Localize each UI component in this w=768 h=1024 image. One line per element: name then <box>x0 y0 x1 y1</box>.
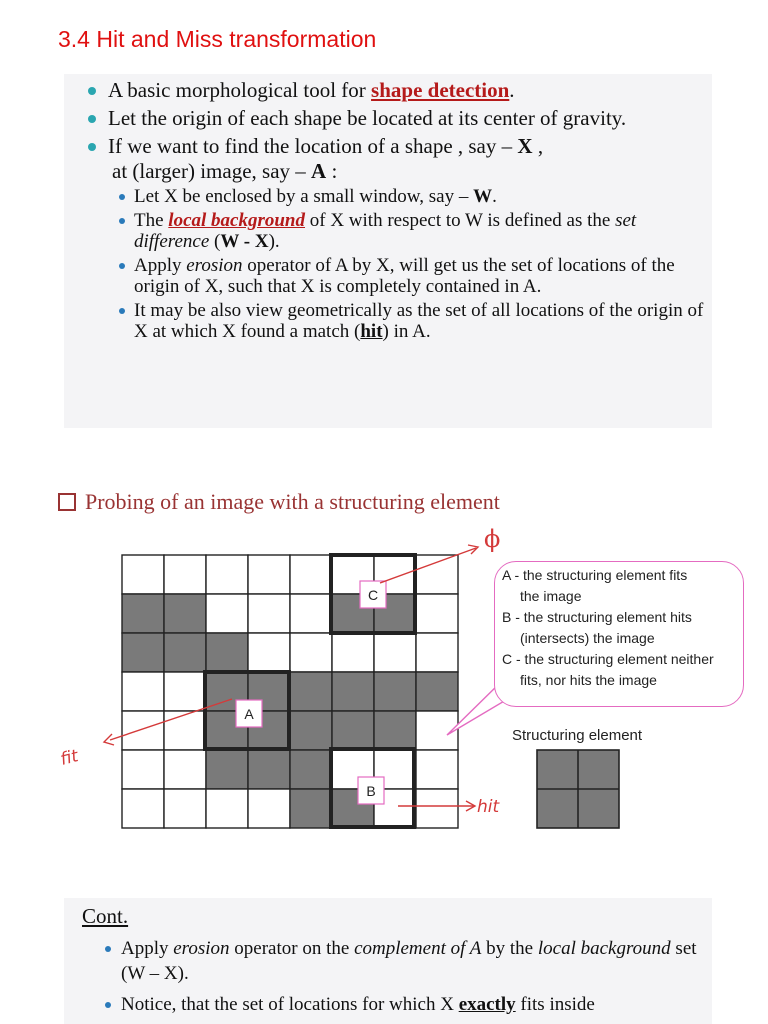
grid-cell <box>290 633 332 672</box>
exactly-term: exactly <box>458 994 516 1015</box>
grid-cell <box>332 711 374 750</box>
cont-list-item: Notice, that the set of locations for which X exactly fits inside <box>64 992 712 1017</box>
label-b: B <box>366 783 376 799</box>
grid-cell <box>374 711 416 750</box>
grid-cell <box>164 750 206 789</box>
grid-cell <box>290 750 332 789</box>
grid-cell <box>164 633 206 672</box>
sub-list-item: Apply erosion operator of A by X, will get us the set of locations of the origin of X, such that X is completely contained in A. <box>64 255 712 297</box>
shape-detection-term: shape detection <box>371 78 510 102</box>
cont-list-item: Apply erosion operator on the complement of A by the local background set (W – X). <box>64 936 712 986</box>
grid-cell <box>206 750 248 789</box>
page-title: 3.4 Hit and Miss transformation <box>58 26 377 52</box>
sub-list-item: The local background of X with respect to W is defined as the set difference (W - X). <box>64 210 712 252</box>
list-item: Let the origin of each shape be located at its center of gravity. <box>64 106 712 131</box>
list-item: If we want to find the location of a shape , say – X , <box>64 134 712 159</box>
grid-cell <box>164 672 206 711</box>
grid-cell <box>164 789 206 828</box>
checkbox-square-icon <box>58 493 76 511</box>
grid-cell <box>332 633 374 672</box>
grid-cell <box>122 633 164 672</box>
cont-title: Cont. <box>82 904 129 928</box>
grid-cell <box>164 711 206 750</box>
callout-line: (intersects) the image <box>520 630 655 646</box>
sub-bullet-list <box>64 186 712 342</box>
bullet-list <box>64 74 712 159</box>
grid-cell <box>248 594 290 633</box>
grid-cell <box>122 789 164 828</box>
callout-line: the image <box>520 588 582 604</box>
cont-bullet-list <box>64 936 712 1023</box>
grid-cell <box>416 633 458 672</box>
list-item-continuation: at (larger) image, say – A : <box>112 159 338 183</box>
grid-cell <box>248 750 290 789</box>
callout-line: C - the structuring element neither <box>502 651 714 667</box>
grid-cell <box>416 750 458 789</box>
grid-cell <box>248 633 290 672</box>
grid-cell <box>206 633 248 672</box>
grid-cell <box>122 594 164 633</box>
grid-cell <box>416 789 458 828</box>
grid-cell <box>248 789 290 828</box>
callout-line: A - the structuring element fits <box>502 567 688 583</box>
hit-term: hit <box>360 321 383 342</box>
grid-cell <box>416 672 458 711</box>
callout-box <box>494 561 744 707</box>
label-a: A <box>244 706 254 722</box>
grid-cell <box>290 555 332 594</box>
grid-cell <box>290 672 332 711</box>
grid-cell <box>122 672 164 711</box>
probe-section-title: Probing of an image with a structuring element <box>58 489 500 515</box>
grid-cell <box>290 711 332 750</box>
hit-annotation: hit <box>477 797 500 817</box>
sub-list-item: Let X be enclosed by a small window, say – W. <box>64 186 712 207</box>
grid-cell <box>416 594 458 633</box>
grid-cell <box>206 594 248 633</box>
grid-cell <box>122 711 164 750</box>
fit-annotation: fit <box>58 746 81 770</box>
phi-annotation: ϕ <box>484 525 501 553</box>
sub-list-item: It may be also view geometrically as the set of all locations of the origin of X at which X found a match (hit) in A. <box>64 300 712 342</box>
grid-cell <box>164 594 206 633</box>
grid-cell <box>290 789 332 828</box>
grid-cell <box>416 555 458 594</box>
grid-cell <box>290 594 332 633</box>
label-c: C <box>367 587 379 603</box>
structuring-element <box>537 750 619 828</box>
grid-cell <box>374 672 416 711</box>
structuring-element-label: Structuring element <box>512 727 643 744</box>
list-item: A basic morphological tool for shape detection. <box>64 78 712 103</box>
local-background-term: local background <box>168 210 305 231</box>
grid-cell <box>248 555 290 594</box>
grid-cell <box>122 555 164 594</box>
grid-cell <box>332 672 374 711</box>
callout-line: B - the structuring element hits <box>502 609 692 625</box>
callout-line: fits, nor hits the image <box>520 672 657 688</box>
content-panel <box>64 74 712 428</box>
grid-cell <box>122 750 164 789</box>
grid-cell <box>206 555 248 594</box>
grid-cell <box>374 633 416 672</box>
grid-cell <box>164 555 206 594</box>
continuation-panel <box>64 898 712 1024</box>
grid-cell <box>206 789 248 828</box>
